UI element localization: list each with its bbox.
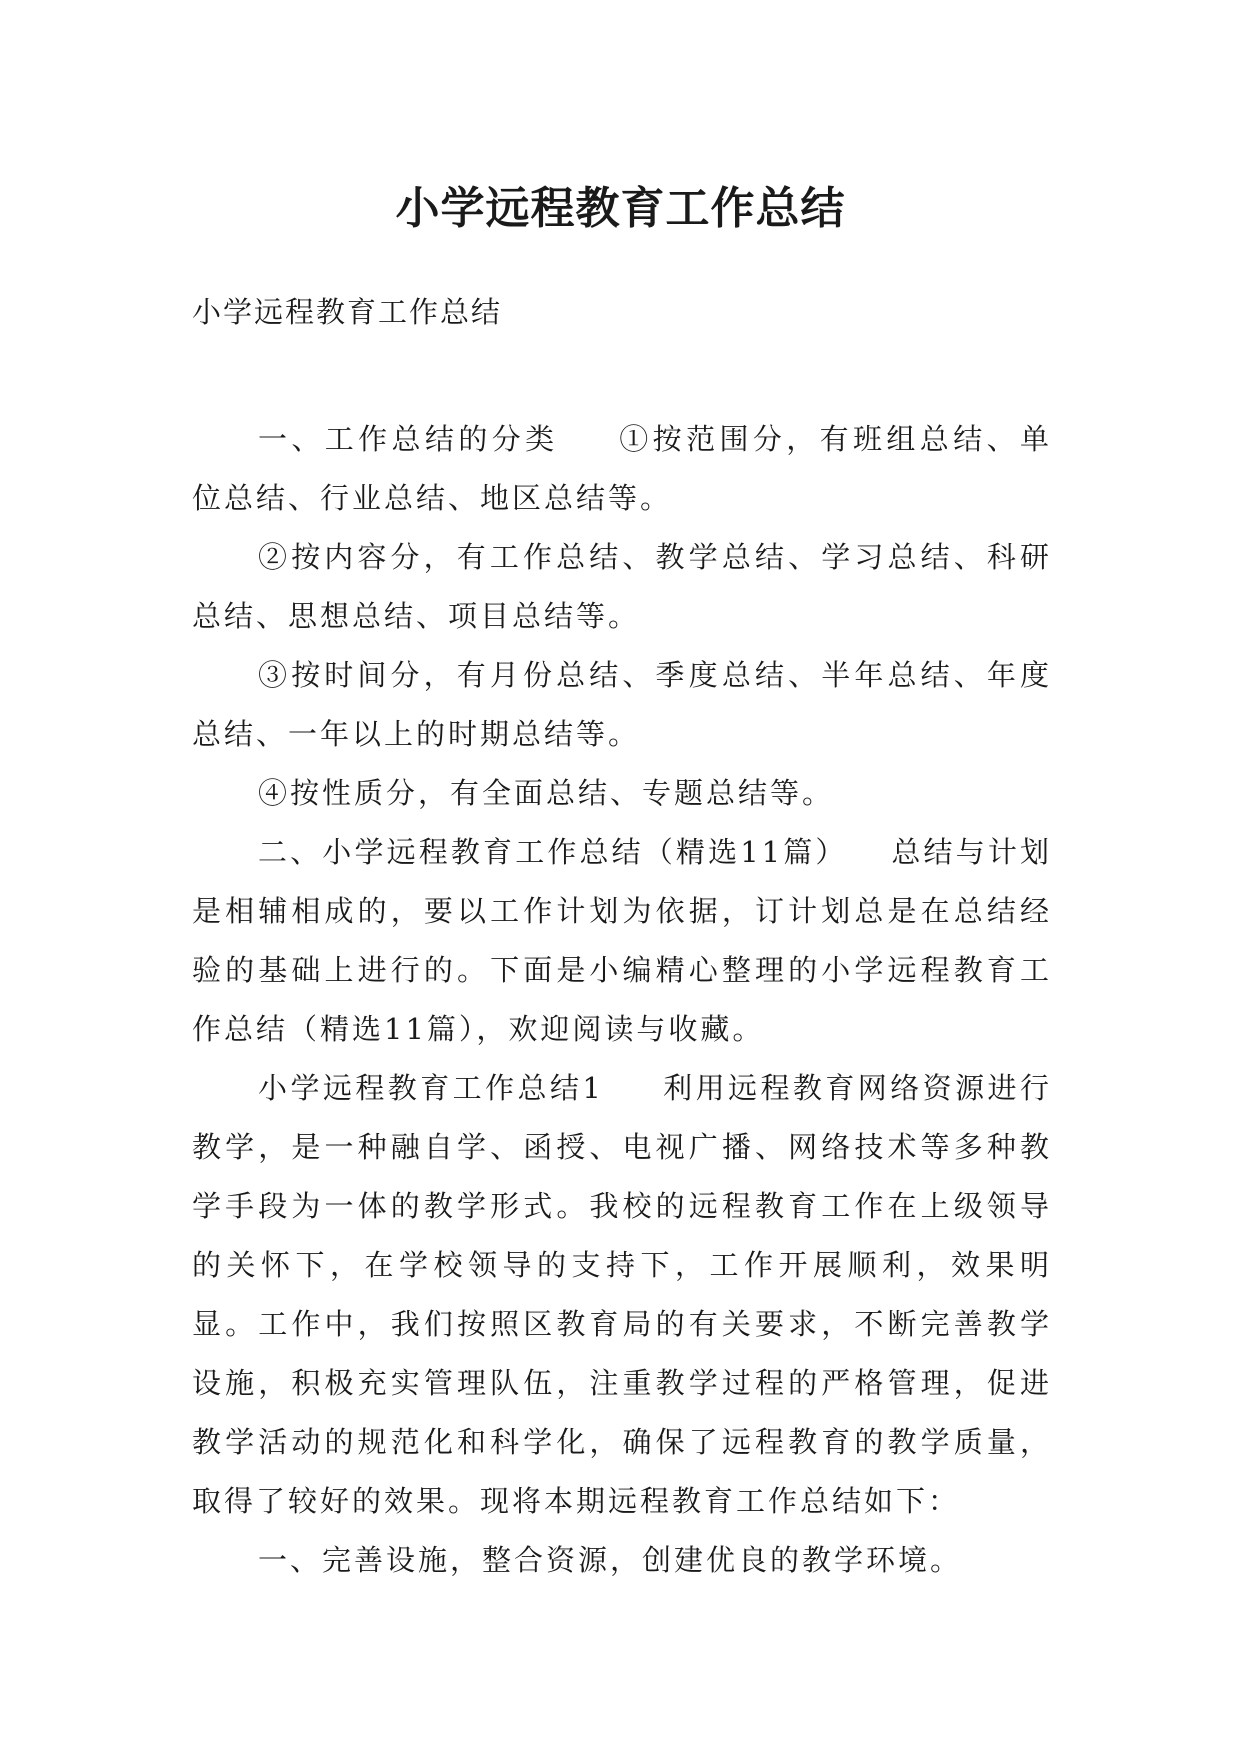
paragraph-text: ③按时间分，有月份总结、季度总结、半年总结、年度总结、一年以上的时期总结等。 [192,658,1052,751]
paragraph-lead: 二、小学远程教育工作总结（精选11篇） [258,835,834,869]
document-body [192,410,1052,1590]
paragraph-lead: 一、工作总结的分类 [258,422,559,456]
paragraph-gap [833,835,891,869]
paragraph-text: ②按内容分，有工作总结、教学总结、学习总结、科研总结、思想总结、项目总结等。 [192,540,1052,633]
paragraph-lead: 小学远程教育工作总结1 [258,1071,604,1105]
paragraph-selection-intro [192,823,1052,1059]
document-title: 小学远程教育工作总结 [395,183,846,235]
paragraph-text: 总结与计划是相辅相成的，要以工作计划为依据，订计划总是在总结经验的基础上进行的。下面是小编精心整理的小学远程教育工作总结（精选11篇），欢迎阅读与收藏。 [192,835,1052,1046]
paragraph-classification [192,410,1052,528]
paragraph-by-time [192,646,1052,764]
paragraph-gap [559,422,620,456]
paragraph-text: ①按范围分，有班组总结、单位总结、行业总结、地区总结等。 [192,422,1052,515]
paragraph-text: ④按性质分，有全面总结、专题总结等。 [258,776,835,810]
document-subtitle: 小学远程教育工作总结 [192,295,503,329]
paragraph-text: 利用远程教育网络资源进行教学，是一种融自学、函授、电视广播、网络技术等多种教学手段为一体的教学形式。我校的远程教育工作在上级领导的关怀下，在学校领导的支持下，工作开展顺利，效果明显。工作中，我们按照区教育局的有关要求，不断完善教学设施，积极充实管理队伍，注重教学过程的严格管理，促进教学活动的规范化和科学化，确保了远程教育的教学质量，取得了较好的效果。现将本期远程教育工作总结如下： [192,1071,1052,1518]
paragraph-text: 一、完善设施，整合资源，创建优良的教学环境。 [258,1543,963,1577]
paragraph-gap [604,1071,663,1105]
paragraph-by-content [192,528,1052,646]
paragraph-section-heading [192,1531,1052,1590]
paragraph-by-nature [192,764,1052,823]
paragraph-summary-1 [192,1059,1052,1531]
